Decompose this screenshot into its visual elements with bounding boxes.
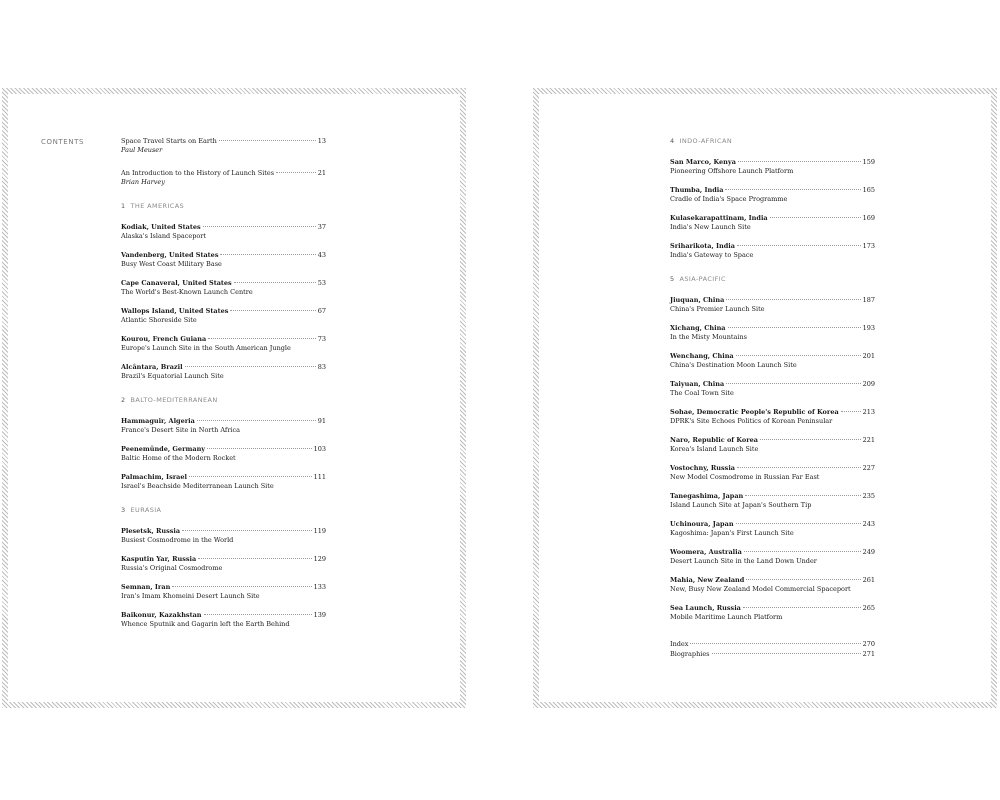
section-name: INDO-AFRICAN — [679, 137, 733, 145]
toc-entry-subtitle: Russia's Original Cosmodrome — [121, 564, 223, 572]
toc-entry-subtitle: China's Destination Moon Launch Site — [670, 361, 797, 369]
toc-entry-subtitle: Atlantic Shoreside Site — [121, 316, 197, 324]
back-matter — [670, 640, 875, 659]
dot-leader — [725, 189, 860, 190]
dot-leader — [220, 254, 315, 255]
toc-entry — [121, 527, 326, 545]
toc-entry-subtitle: DPRK's Site Echoes Politics of Korean Peninsular — [670, 417, 833, 425]
toc-entry-page: 83 — [317, 363, 326, 371]
toc-entry-line — [121, 223, 326, 232]
toc-entry-title: Xichang, China — [670, 324, 726, 332]
toc-entry-line — [670, 604, 875, 613]
section-heading — [670, 137, 875, 146]
toc-entry-title: Plesetsk, Russia — [121, 527, 181, 535]
toc-entry-subtitle: Whence Sputnik and Gagarin left the Earth Behind — [121, 620, 290, 628]
toc-entry-title: Kulasekarapattinam, India — [670, 214, 768, 222]
dot-leader — [745, 495, 860, 496]
toc-entry — [670, 408, 875, 426]
dot-leader — [744, 551, 861, 552]
toc-entry-subtitle: The Coal Town Site — [670, 389, 734, 397]
toc-entry-line — [121, 583, 326, 592]
toc-entry-title: Peenemünde, Germany — [121, 445, 206, 453]
section-name: EURASIA — [130, 506, 162, 514]
left-page — [2, 88, 466, 708]
toc-entry-line — [121, 611, 326, 620]
toc-entry — [121, 251, 326, 269]
toc-entry-page: 159 — [862, 158, 875, 166]
toc-entry-page: 221 — [862, 436, 875, 444]
toc-entry-subtitle: India's New Launch Site — [670, 223, 751, 231]
toc-entry — [670, 380, 875, 398]
toc-entry-line — [121, 555, 326, 564]
dot-leader — [726, 299, 860, 300]
toc-entry-title: Woomera, Australia — [670, 548, 742, 556]
dot-leader — [207, 448, 311, 449]
dot-leader — [728, 327, 861, 328]
toc-entry-line — [670, 492, 875, 501]
toc-entry-line — [121, 279, 326, 288]
toc-entry-subtitle: Baltic Home of the Modern Rocket — [121, 454, 236, 462]
toc-entry-subtitle: The World's Best-Known Launch Centre — [121, 288, 253, 296]
toc-entry-line — [121, 169, 326, 178]
toc-entry-title: Kourou, French Guiana — [121, 335, 207, 343]
dot-leader — [841, 411, 861, 412]
toc-entry-page: 103 — [313, 445, 326, 453]
toc-entry-page: 37 — [317, 223, 326, 231]
toc-entry-title: Index — [670, 640, 689, 648]
section-heading — [121, 396, 326, 405]
toc-entry — [121, 445, 326, 463]
dot-leader — [276, 172, 316, 173]
toc-entry — [121, 169, 326, 187]
toc-entry-title: Sriharikota, India — [670, 242, 735, 250]
toc-entry-subtitle: Iran's Imam Khomeini Desert Launch Site — [121, 592, 260, 600]
dot-leader — [198, 558, 311, 559]
contents-label: CONTENTS — [41, 138, 85, 146]
toc-entry — [670, 548, 875, 566]
section-name: THE AMERICAS — [130, 202, 185, 210]
toc-entry-subtitle: India's Gateway to Space — [670, 251, 754, 259]
toc-entry-title: Sea Launch, Russia — [670, 604, 741, 612]
toc-entry-page: 201 — [862, 352, 875, 360]
dot-leader — [203, 226, 316, 227]
toc-entry-page: 43 — [317, 251, 326, 259]
toc-entry-line — [670, 408, 875, 417]
toc-entry-subtitle: Kagoshima: Japan's First Launch Site — [670, 529, 794, 537]
toc-entry-line — [670, 576, 875, 585]
toc-entry-subtitle: New Model Cosmodrome in Russian Far East — [670, 473, 820, 481]
toc-entry-page: 209 — [862, 380, 875, 388]
toc-entry-page: 53 — [317, 279, 326, 287]
toc-entry-title: Kasputin Yar, Russia — [121, 555, 197, 563]
toc-entry-title: Cape Canaveral, United States — [121, 279, 232, 287]
toc-entry — [670, 650, 875, 659]
toc-entry-page: 73 — [317, 335, 326, 343]
section-number: 3 — [121, 506, 126, 514]
toc-entry — [670, 158, 875, 176]
toc-entry-line — [121, 363, 326, 372]
section-name: BALTO-MEDITERRANEAN — [130, 396, 218, 404]
dot-leader — [736, 523, 861, 524]
toc-entry-title: Mahia, New Zealand — [670, 576, 745, 584]
toc-entry — [121, 473, 326, 491]
toc-entry-subtitle: Island Launch Site at Japan's Southern Tip — [670, 501, 812, 509]
toc-entry-page: 271 — [862, 650, 875, 658]
toc-entry-title: Vostochny, Russia — [670, 464, 735, 472]
section-heading — [121, 506, 326, 515]
toc-entry-author: Brian Harvey — [121, 178, 165, 186]
toc-entry-line — [670, 650, 875, 659]
toc-entry-page: 243 — [862, 520, 875, 528]
dot-leader — [219, 140, 316, 141]
toc-entry-page: 129 — [313, 555, 326, 563]
toc-entry-page: 235 — [862, 492, 875, 500]
toc-entry-subtitle: Europe's Launch Site in the South American Jungle — [121, 344, 291, 352]
toc-entry-subtitle: New, Busy New Zealand Model Commercial Spaceport — [670, 585, 851, 593]
toc-entry — [670, 242, 875, 260]
toc-entry — [121, 223, 326, 241]
toc-entry-page: 21 — [317, 169, 326, 177]
toc-entry-page: 265 — [862, 604, 875, 612]
toc-entry-subtitle: In the Misty Mountains — [670, 333, 747, 341]
toc-entry-title: Wenchang, China — [670, 352, 734, 360]
toc-entry-subtitle: Busiest Cosmodrome in the World — [121, 536, 234, 544]
toc-entry-line — [121, 417, 326, 426]
right-page-body — [539, 94, 991, 702]
toc-entry-line — [121, 473, 326, 482]
toc-entry — [670, 604, 875, 622]
section-heading — [670, 275, 875, 284]
toc-entry-subtitle: China's Premier Launch Site — [670, 305, 765, 313]
toc-entry-line — [121, 251, 326, 260]
toc-entry-subtitle: France's Desert Site in North Africa — [121, 426, 241, 434]
toc-entry — [121, 363, 326, 381]
toc-entry-title: An Introduction to the History of Launch Sites — [121, 169, 275, 177]
toc-entry-title: Space Travel Starts on Earth — [121, 137, 217, 145]
dot-leader — [726, 383, 860, 384]
toc-entry — [670, 186, 875, 204]
toc-entry — [121, 335, 326, 353]
dot-leader — [204, 614, 312, 615]
toc-entry-page: 119 — [313, 527, 326, 535]
toc-entry-page: 249 — [862, 548, 875, 556]
dot-leader — [230, 310, 315, 311]
toc-entry — [121, 611, 326, 629]
dot-leader — [746, 579, 860, 580]
toc-entry-line — [121, 307, 326, 316]
toc-entry — [121, 279, 326, 297]
toc-entry — [121, 417, 326, 435]
dot-leader — [182, 530, 311, 531]
toc-entry-page: 213 — [862, 408, 875, 416]
right-page — [533, 88, 997, 708]
toc-entry-line — [670, 464, 875, 473]
toc-entry-title: Hammaguir, Algeria — [121, 417, 195, 425]
toc-entry-line — [121, 445, 326, 454]
toc-entry-title: Baikonur, Kazakhstan — [121, 611, 202, 619]
dot-leader — [770, 217, 861, 218]
toc-entry-title: Semnan, Iran — [121, 583, 171, 591]
toc-entry-line — [670, 158, 875, 167]
toc-entry-subtitle: Korea's Island Launch Site — [670, 445, 759, 453]
dot-leader — [736, 355, 861, 356]
toc-entry-page: 187 — [862, 296, 875, 304]
section-number: 1 — [121, 202, 126, 210]
toc-entry-page: 193 — [862, 324, 875, 332]
toc-entry-page: 139 — [313, 611, 326, 619]
dot-leader — [737, 245, 861, 246]
right-toc-column — [670, 137, 875, 660]
section-name: ASIA-PACIFIC — [679, 275, 726, 283]
toc-entry — [121, 307, 326, 325]
toc-entry-title: Taiyuan, China — [670, 380, 725, 388]
toc-entry-page: 261 — [862, 576, 875, 584]
toc-entry-page: 227 — [862, 464, 875, 472]
toc-entry-title: Uchinoura, Japan — [670, 520, 734, 528]
toc-entry-subtitle: Busy West Coast Military Base — [121, 260, 222, 268]
toc-entry-line — [670, 186, 875, 195]
toc-entry-subtitle: Mobile Maritime Launch Platform — [670, 613, 783, 621]
toc-entry — [670, 520, 875, 538]
dot-leader — [189, 476, 312, 477]
toc-entry-title: Palmachim, Israel — [121, 473, 187, 481]
toc-entry — [670, 296, 875, 314]
toc-entry-title: Biographies — [670, 650, 710, 658]
section-number: 2 — [121, 396, 126, 404]
toc-entry-page: 270 — [862, 640, 875, 648]
dot-leader — [234, 282, 316, 283]
toc-entry-subtitle: Cradle of India's Space Programme — [670, 195, 788, 203]
toc-entry — [670, 640, 875, 649]
toc-entry-title: Alcântara, Brazil — [121, 363, 183, 371]
dot-leader — [760, 439, 861, 440]
dot-leader — [712, 653, 861, 654]
toc-entry-title: Vandenberg, United States — [121, 251, 219, 259]
toc-entry-subtitle: Brazil's Equatorial Launch Site — [121, 372, 224, 380]
section-number: 5 — [670, 275, 675, 283]
toc-entry — [670, 214, 875, 232]
dot-leader — [743, 607, 861, 608]
toc-entry-page: 169 — [862, 214, 875, 222]
toc-entry-subtitle: Desert Launch Site in the Land Down Under — [670, 557, 817, 565]
toc-entry — [670, 436, 875, 454]
toc-entry-line — [121, 137, 326, 146]
toc-entry-subtitle: Israel's Beachside Mediterranean Launch Site — [121, 482, 274, 490]
toc-entry-page: 133 — [313, 583, 326, 591]
section-number: 4 — [670, 137, 675, 145]
dot-leader — [197, 420, 316, 421]
dot-leader — [208, 338, 316, 339]
toc-entry-line — [670, 640, 875, 649]
toc-entry-line — [670, 352, 875, 361]
dot-leader — [185, 366, 316, 367]
left-toc-column — [121, 137, 326, 639]
toc-entry — [670, 464, 875, 482]
toc-entry-line — [670, 436, 875, 445]
toc-entry-line — [121, 527, 326, 536]
toc-entry — [121, 137, 326, 155]
dot-leader — [738, 161, 861, 162]
toc-entry — [121, 555, 326, 573]
dot-leader — [172, 586, 311, 587]
dot-leader — [690, 643, 860, 644]
toc-entry-title: Naro, Republic of Korea — [670, 436, 758, 444]
toc-entry-title: Jiuquan, China — [670, 296, 725, 304]
toc-entry-subtitle: Alaska's Island Spaceport — [121, 232, 207, 240]
toc-entry-page: 165 — [862, 186, 875, 194]
toc-entry-line — [670, 520, 875, 529]
toc-entry-page: 91 — [317, 417, 326, 425]
toc-entry-title: San Marco, Kenya — [670, 158, 736, 166]
dot-leader — [737, 467, 861, 468]
toc-entry-title: Kodiak, United States — [121, 223, 201, 231]
toc-entry — [670, 576, 875, 594]
toc-entry — [670, 324, 875, 342]
left-page-body — [8, 94, 460, 702]
toc-entry-page: 67 — [317, 307, 326, 315]
toc-entry-line — [670, 242, 875, 251]
toc-entry-title: Sohae, Democratic People's Republic of Korea — [670, 408, 839, 416]
toc-entry-author: Paul Meuser — [121, 146, 163, 154]
toc-entry-page: 111 — [313, 473, 326, 481]
toc-entry — [670, 352, 875, 370]
toc-entry-line — [670, 296, 875, 305]
toc-entry-line — [670, 324, 875, 333]
toc-entry — [670, 492, 875, 510]
toc-entry-page: 173 — [862, 242, 875, 250]
toc-entry-line — [121, 335, 326, 344]
toc-entry-line — [670, 548, 875, 557]
toc-entry-title: Wallops Island, United States — [121, 307, 229, 315]
toc-entry-subtitle: Pioneering Offshore Launch Platform — [670, 167, 794, 175]
toc-entry-title: Tanegashima, Japan — [670, 492, 744, 500]
toc-entry-title: Thumba, India — [670, 186, 724, 194]
toc-entry-line — [670, 214, 875, 223]
section-heading — [121, 202, 326, 211]
toc-entry — [121, 583, 326, 601]
toc-entry-line — [670, 380, 875, 389]
toc-entry-page: 13 — [317, 137, 326, 145]
